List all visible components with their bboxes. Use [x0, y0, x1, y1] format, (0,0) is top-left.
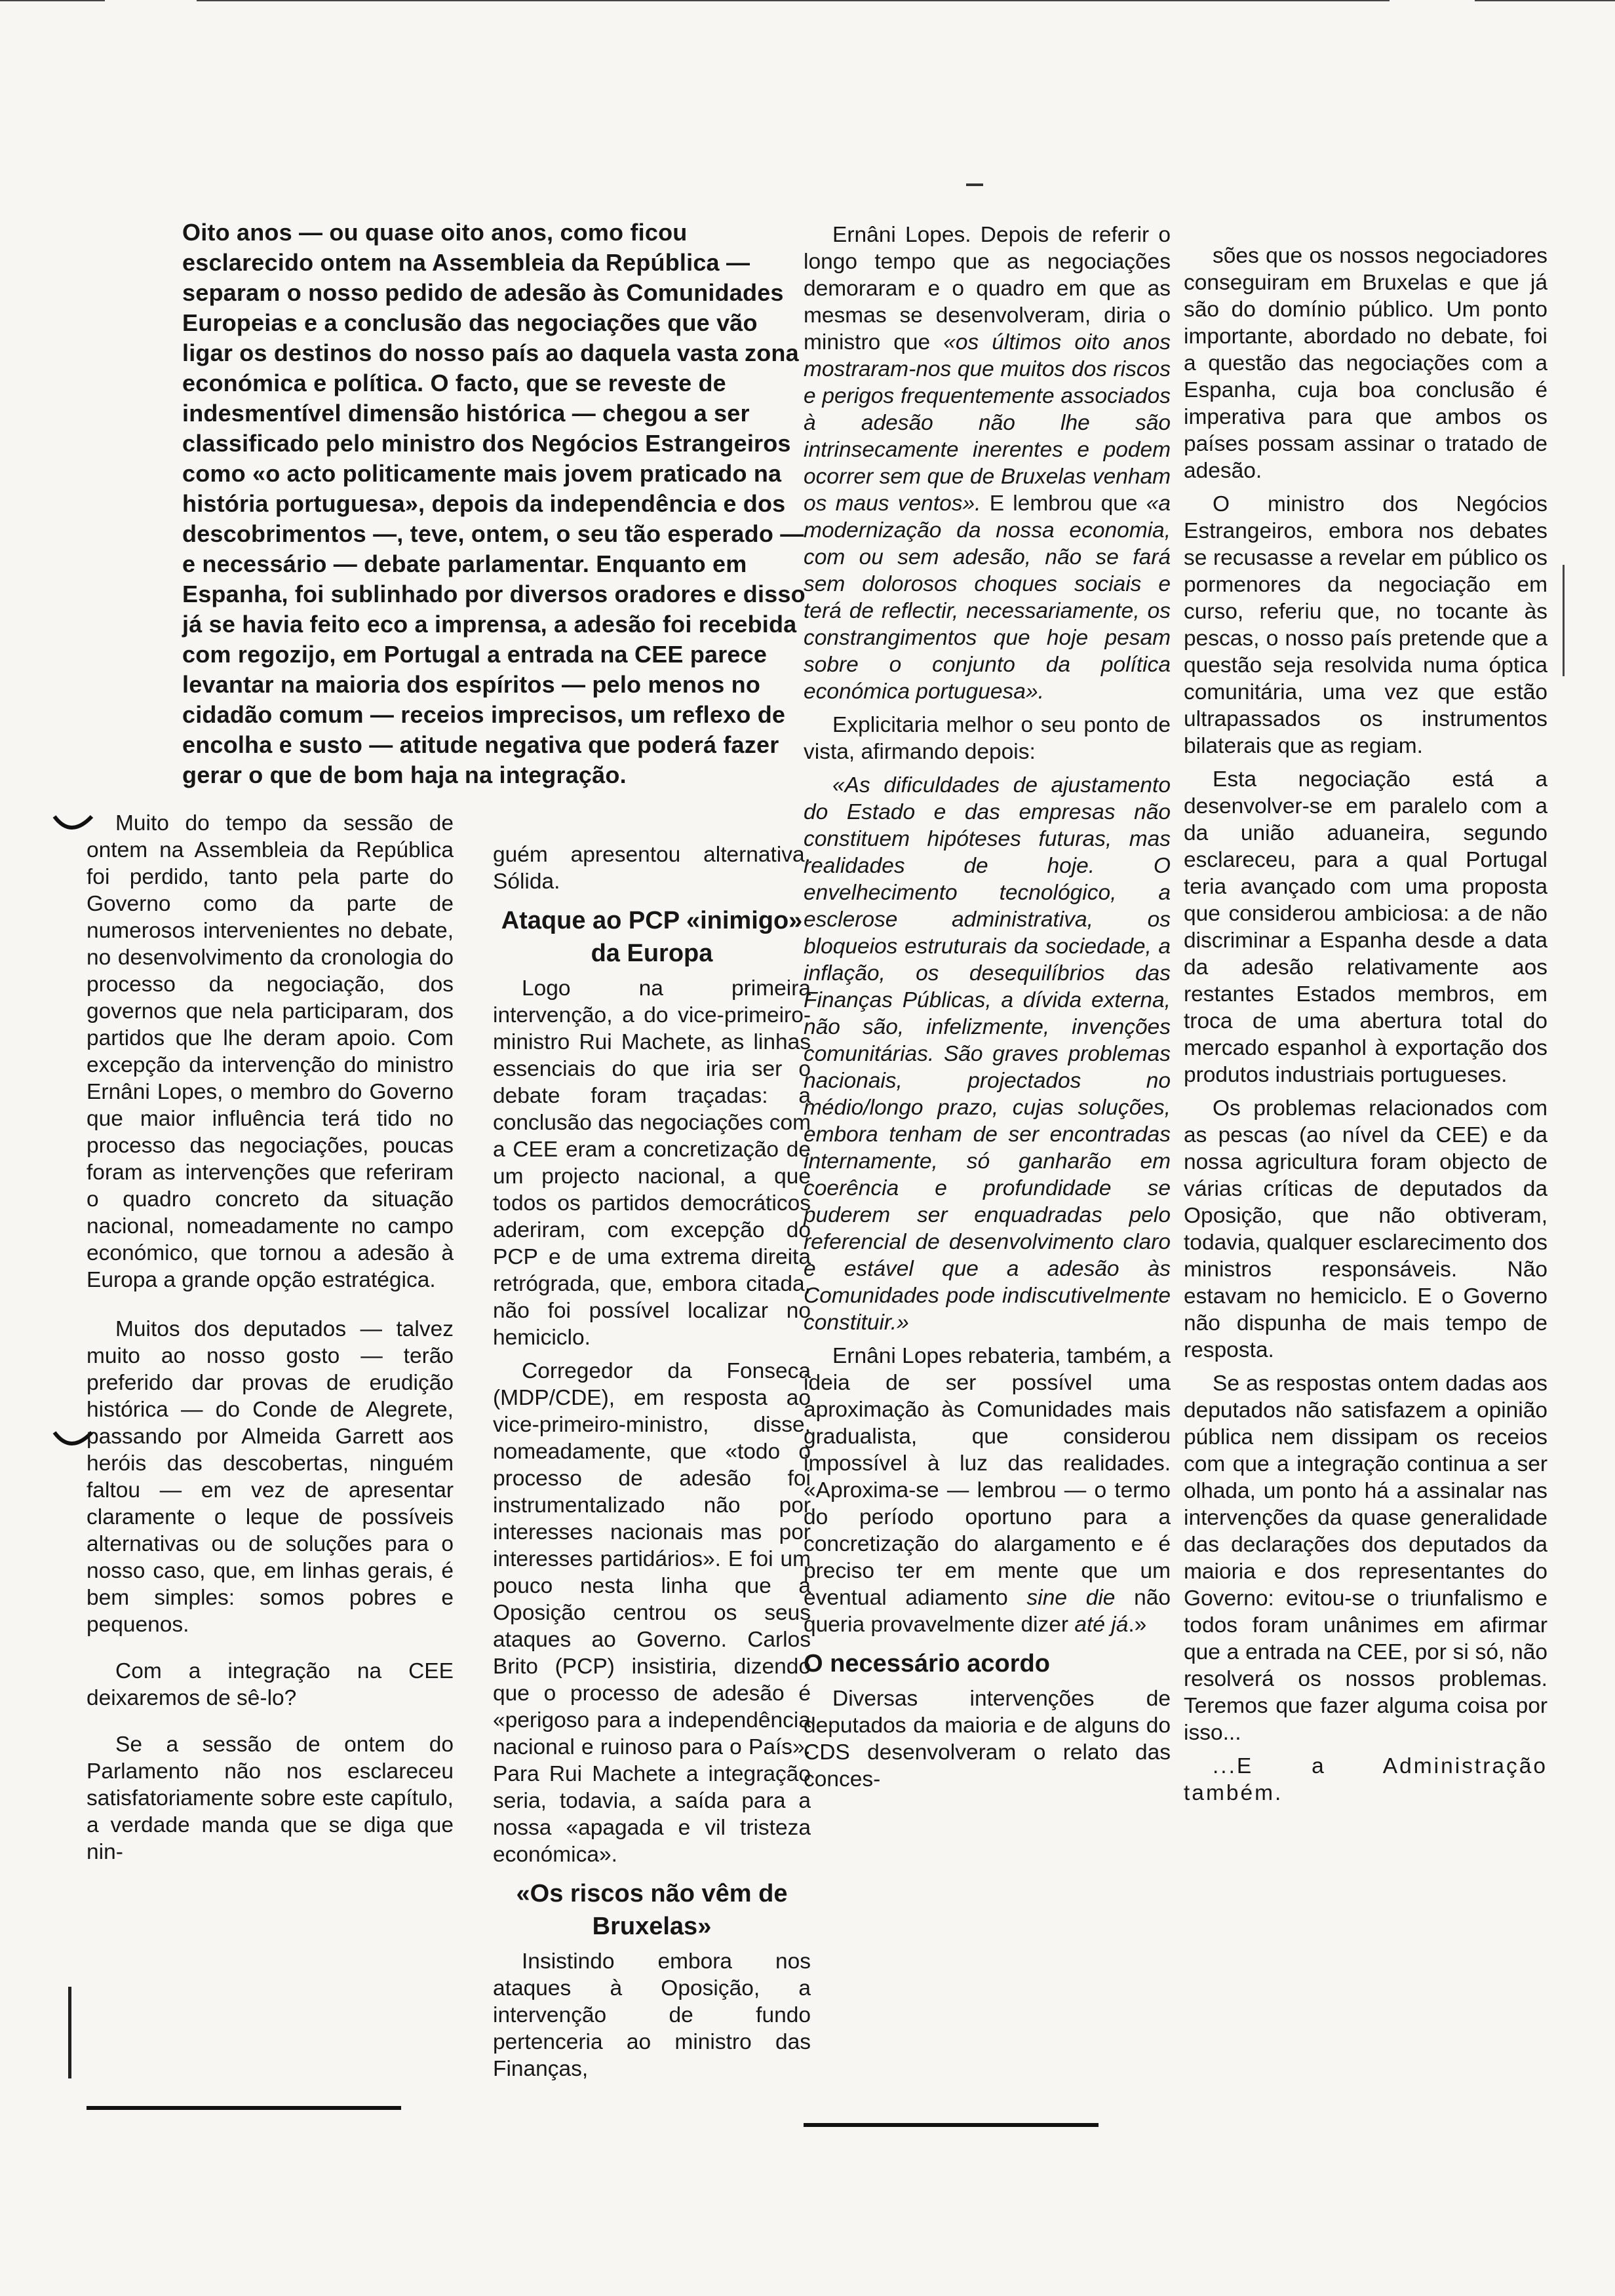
italic-run: sine die — [1026, 1586, 1116, 1610]
col2-paragraph: Logo na primeira intervenção, a do vice-primeiro-ministro Rui Machete, as linhas essenciais do que iria ser o debate foram traçadas: a conclusão das negociações com a CEE eram a concretização de um projecto nacional, a que todos os partidos democráticos aderiram, com excepção do PCP e de uma extrema direita retrógrada, que, embora citada, não foi possível localizar no hemiciclo. — [493, 976, 811, 1350]
quote-run: «os últimos oito anos mostraram-nos que muitos dos riscos e perigos frequentemente associados à adesão não lhe são intrinsecamente inerentes e podem ocorrer sem que de Bruxelas venham os maus ventos». — [804, 330, 1171, 516]
column-end-rule — [804, 2123, 1099, 2127]
margin-bracket — [68, 1987, 71, 2078]
col3-quote-paragraph: «As dificuldades de ajustamento do Estado e das empresas não constituem hipóteses futuras, mas realidades de hoje. O envelhecimento tecnológico, a esclerose administrativa, os bloqueios estruturais da sociedade, a inflação, os desequilíbrios das Finanças Públicas, a dívida externa, não são, infelizmente, invenções comunitárias. São graves problemas nacionais, projectados no médio/longo prazo, cujas soluções, embora tenham de ser encontradas internamente, só ganharão em coerência e profundidade se puderem ser enquadradas pelo referencial de desenvolvimento claro e estável que a adesão às Comunidades pode indiscutivelmente constituir.» — [804, 773, 1171, 1335]
section-heading: Ataque ao PCP «inimigo» da Europa — [501, 907, 803, 967]
column-4 — [1184, 242, 1547, 1807]
text-run: Ernâni Lopes rebateria, também, a ideia de ser possível uma aproximação às Comunidades mais gradualista, que considerou impossível à luz das realidades. «Aproxima-se — lembrou — o termo do período oportuno para a concretização do alargamento e é preciso ter em mente que um eventual adiamento — [804, 1344, 1171, 1610]
col1-paragraph: Com a integração na CEE deixaremos de sê-lo? — [87, 1659, 454, 1710]
quote-run: «a modernização da nossa economia, com ou sem adesão, não se fará sem dolorosos choques sociais e terá de reflectir, necessariamente, os constrangimentos que hoje pesam sobre o conjunto da política económica portuguesa». — [804, 491, 1171, 704]
text-run: não queria provavelmente dizer — [804, 1586, 1171, 1637]
col4-paragraph: Os problemas relacionados com as pescas (ao nível da CEE) e da nossa agricultura foram objecto de várias críticas de deputados da Oposição, que não obtiveram, todavia, qualquer esclarecimento dos ministros responsáveis. Não estavam no hemiciclo. E o Governo não dispunha de mais tempo de resposta. — [1184, 1096, 1547, 1362]
col4-paragraph: Esta negociação está a desenvolver-se em paralelo com a da união aduaneira, segundo esclareceu, para a qual Portugal teria avançado com uma proposta que considerou ambiciosa: a de não discriminar a Espanha desde a data da adesão relativamente aos restantes Estados membros, em troca de uma abertura total do mercado espanhol à exportação dos produtos industriais portugueses. — [1184, 767, 1547, 1087]
column-2 — [493, 841, 811, 2082]
col3-paragraph: Diversas intervenções de deputados da maioria e de alguns do CDS desenvolveram o relato das conces- — [804, 1687, 1171, 1791]
scan-speck — [966, 183, 983, 186]
col1-paragraph: Muito do tempo da sessão de ontem na Assembleia da República foi perdido, tanto pela parte do Governo como da parte de numerosos intervenientes no debate, no desenvolvimento da cronologia do processo da negociação, dos governos que nela participaram, dos partidos que lhe deram apoio. Com excepção da intervenção do ministro Ernâni Lopes, o membro do Governo que maior influência terá tido no processo das negociações, poucas foram as intervenções que referiram o quadro concreto da situação nacional, nomeadamente no campo económico, que tornou a adesão à Europa a grande opção estratégica. — [87, 811, 454, 1292]
column-end-rule — [87, 2106, 401, 2110]
scan-edge-line — [1475, 0, 1615, 1]
section-heading: «Os riscos não vêm de Bruxelas» — [516, 1880, 788, 1940]
col4-paragraph: Se as respostas ontem dadas aos deputados não satisfazem a opinião pública nem dissipam os receios com que a integração continua a ser olhada, um ponto há a assinalar nas intervenções da quase generalidade das declarações dos deputados da maioria e dos representantes do Governo: evitou-se o triunfalismo e todos foram unânimes em afirmar que a entrada na CEE, por si só, não resolverá os nossos problemas. Teremos que fazer alguma coisa por isso... — [1184, 1371, 1547, 1745]
column-1 — [87, 810, 454, 1866]
italic-run: até já — [1074, 1613, 1129, 1637]
col2-paragraph: Insistindo embora nos ataques à Oposição, a intervenção de fundo pertenceria ao ministro das Finanças, — [493, 1949, 811, 2081]
text-run: .» — [1128, 1613, 1147, 1637]
col3-paragraph — [804, 221, 1171, 705]
text-run: E lembrou que — [981, 491, 1146, 516]
col3-paragraph — [804, 1343, 1171, 1638]
col2-paragraph: guém apresentou alternativa. Sólida. — [493, 843, 811, 894]
text-run: Ernâni Lopes. Depois de referir o longo tempo que as negociações demoraram e o quadro em que as mesmas se desenvolveram, diria o ministro que — [804, 223, 1171, 354]
col4-paragraph: sões que os nossos negociadores conseguiram em Bruxelas e que já são do domínio público. Um ponto importante, abordado no debate, foi a questão das negociações com a Espanha, cuja boa conclusão é imperativa para que ambos os países possam assinar o tratado de adesão. — [1184, 244, 1547, 483]
section-heading: O necessário acordo — [804, 1650, 1050, 1677]
margin-bracket — [1563, 565, 1565, 676]
col4-paragraph: O ministro dos Negócios Estrangeiros, embora nos debates se recusasse a revelar em público os pormenores da negociação em curso, referiu que, no tocante às pescas, o nosso país pretende que a questão seja resolvida numa óptica comunitária, uma vez que estão ultrapassados os instrumentos bilaterais que as regiam. — [1184, 492, 1547, 758]
col1-paragraph: Se a sessão de ontem do Parlamento não nos esclareceu satisfatoriamente sobre este capítulo, a verdade manda que se diga que nin- — [87, 1732, 454, 1864]
col3-paragraph: Explicitaria melhor o seu ponto de vista, afirmando depois: — [804, 713, 1171, 764]
scan-edge-line — [0, 0, 105, 1]
lead-paragraph: Oito anos — ou quase oito anos, como ficou esclarecido ontem na Assembleia da República — separam o nosso pedido de adesão às Comunidades Europeias e a conclusão das negociações que vão ligar os destinos do nosso país ao daquela vasta zona económica e política. O facto, que se reveste de indesmentível dimensão histórica — chegou a ser classificado pelo ministro dos Negócios Estrangeiros como «o acto politicamente mais jovem praticado na história portuguesa», depois da independência e dos descobrimentos —, teve, ontem, o seu tão esperado — e necessário — debate parlamentar. Enquanto em Espanha, foi sublinhado por diversos oradores e disso já se havia feito eco a imprensa, a adesão foi recebida com regozijo, em Portugal a entrada na CEE parece levantar na maioria dos espíritos — pelo menos no cidadão comum — receios imprecisos, um reflexo de encolha e susto — atitude negativa que poderá fazer gerar o que de bom haja na integração. — [182, 219, 806, 788]
col4-closing-line: ...E a Administração também. — [1184, 1754, 1547, 1805]
scan-edge-line — [197, 0, 1390, 1]
col2-paragraph: Corregedor da Fonseca (MDP/CDE), em resposta ao vice-primeiro-ministro, disse, nomeadamente, que «todo o processo de adesão foi instrumentalizado não por interesses nacionais mas por interesses partidários». E foi um pouco nesta linha que a Oposição centrou os seus ataques ao Governo. Carlos Brito (PCP) insistiria, dizendo que o processo de adesão é «perigoso para a independência nacional e ruinoso para o País». Para Rui Machete a integração seria, todavia, a saída para a nossa «apagada e vil tristeza económica». — [493, 1359, 811, 1867]
col1-paragraph: Muitos dos deputados — talvez muito ao nosso gosto — terão preferido dar provas de erudição histórica — do Conde de Alegrete, passando por Almeida Garrett aos heróis das descobertas, ninguém faltou — em vez de apresentar claramente o leque de possíveis alternativas ou de soluções para o nosso caso, que, em linhas gerais, é bem simples: somos pobres e pequenos. — [87, 1317, 454, 1637]
column-3 — [804, 221, 1171, 1793]
